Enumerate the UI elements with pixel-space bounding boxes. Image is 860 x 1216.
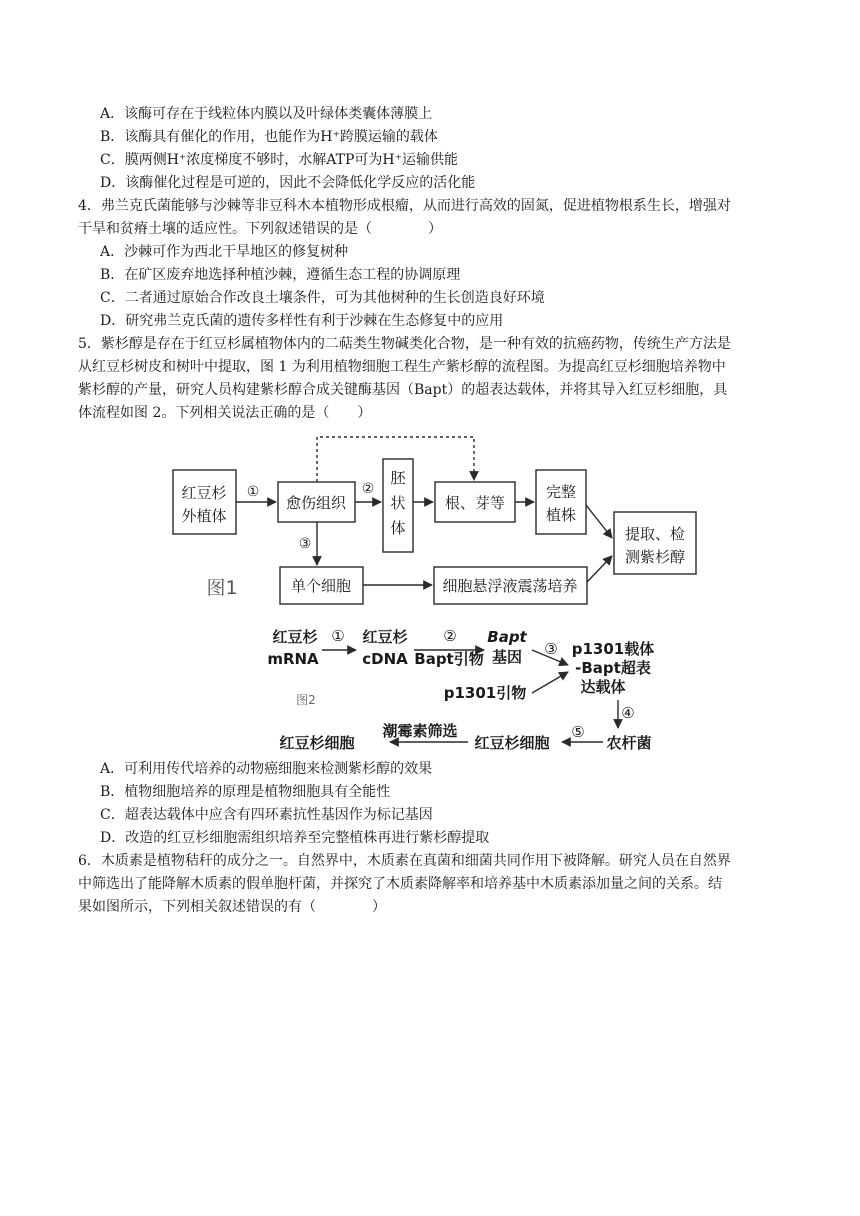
q5-stem-line-3: 紫杉醇的产量，研究人员构建紫杉醇合成关键酶基因（Bapt）的超表达载体，并将其导入红豆杉细胞，具 <box>78 382 728 398</box>
embryoid-label-3: 体 <box>390 519 406 537</box>
plant-label-1: 完整 <box>545 483 577 501</box>
agro-label: 农杆菌 <box>606 734 652 752</box>
embryoid-label-2: 状 <box>390 494 406 512</box>
fig2-step-4: ④ <box>621 704 635 722</box>
fig2-step-1: ① <box>331 627 345 645</box>
q5-stem-line-2: 从红豆杉树皮和树叶中提取，图 1 为利用植物细胞工程生产紫杉醇的流程图。为提高红豆杉细胞培养物中 <box>78 359 726 375</box>
screen-label: 潮霉素筛选 <box>382 722 458 740</box>
q3-option-c: C．膜两侧H⁺浓度梯度不够时，水解ATP可为H⁺运输供能 <box>100 152 459 168</box>
vector-label-3: 达载体 <box>580 678 626 696</box>
cdna-label-1: 红豆杉 <box>362 628 408 646</box>
fig2-step-2: ② <box>443 627 457 645</box>
q5-option-d: D．改造的红豆杉细胞需组织培养至完整植株再进行紫杉醇提取 <box>100 830 490 846</box>
q5-option-b: B．植物细胞培养的原理是植物细胞具有全能性 <box>100 784 391 800</box>
q4-option-a: A．沙棘可作为西北干旱地区的修复树种 <box>100 244 349 260</box>
cdna-label-2: cDNA <box>362 650 408 668</box>
bapt-primer-label: Bapt引物 <box>414 650 484 668</box>
bapt-gene-label-2: 基因 <box>491 648 523 666</box>
vector-label-2: -Bapt超表 <box>575 659 651 677</box>
fig1-step-3: ③ <box>298 536 312 552</box>
q5-stem-line-4: 体流程如图 2。下列相关说法正确的是（ ） <box>78 405 372 421</box>
q3-option-b: B．该酶具有催化的作用，也能作为H⁺跨膜运输的载体 <box>100 129 438 145</box>
root-bud-label: 根、芽等 <box>444 494 506 512</box>
extract-label-2: 测紫杉醇 <box>624 548 686 566</box>
q5-option-a: A．可利用传代培养的动物癌细胞来检测紫杉醇的效果 <box>100 761 433 777</box>
q3-option-a: A．该酶可存在于线粒体内膜以及叶绿体类囊体薄膜上 <box>100 106 433 122</box>
q6-stem-line-1: 6．木质素是植物秸秆的成分之一。自然界中，木质素在真菌和细菌共同作用下被降解。研究人员在自然界 <box>78 853 731 869</box>
mrna-label-2: mRNA <box>267 650 319 668</box>
q4-option-d: D．研究弗兰克氏菌的遗传多样性有利于沙棘在生态修复中的应用 <box>100 313 504 329</box>
extract-label-1: 提取、检 <box>624 525 686 543</box>
fig1-step-1: ① <box>246 484 260 500</box>
figure-1 <box>173 437 696 604</box>
fig1-step-2: ② <box>361 481 375 497</box>
suspension-label: 细胞悬浮液震荡培养 <box>442 577 578 595</box>
embryoid-label-1: 胚 <box>390 469 406 487</box>
explant-label-2: 外植体 <box>181 507 227 525</box>
cell2-label: 红豆杉细胞 <box>279 734 355 752</box>
q3-option-d: D．该酶催化过程是可逆的，因此不会降低化学反应的活化能 <box>100 175 476 191</box>
q5-option-c: C．超表达载体中应含有四环素抗性基因作为标记基因 <box>100 807 433 823</box>
fig2-step-3: ③ <box>544 640 558 658</box>
plant-label-2: 植株 <box>545 506 577 524</box>
q4-stem-line-1: 4．弗兰克氏菌能够与沙棘等非豆科木本植物形成根瘤，从而进行高效的固氮，促进植物根系生长，增强对 <box>78 198 731 214</box>
q6-stem-line-3: 果如图所示，下列相关叙述错误的有（ ） <box>78 899 386 915</box>
q6-stem-line-2: 中筛选出了能降解木质素的假单胞杆菌，并探究了木质素降解率和培养基中木质素添加量之间的关系。结 <box>78 876 722 892</box>
q5-stem-line-1: 5．紫杉醇是存在于红豆杉属植物体内的二萜类生物碱类化合物，是一种有效的抗癌药物，传统生产方法是 <box>78 336 731 352</box>
p1301-primer-label: p1301引物 <box>443 684 527 702</box>
fig1-caption: 图1 <box>206 577 238 599</box>
cell1-label: 红豆杉细胞 <box>474 734 550 752</box>
bapt-gene-label-1: Bapt <box>487 628 527 646</box>
single-cell-label: 单个细胞 <box>290 577 352 595</box>
q4-stem-line-2: 干旱和贫瘠土壤的适应性。下列叙述错误的是（ ） <box>78 221 442 237</box>
q4-option-b: B．在矿区废弃地选择种植沙棘，遵循生态工程的协调原理 <box>100 267 461 283</box>
callus-label: 愈伤组织 <box>285 494 347 512</box>
fig2-caption: 图2 <box>296 693 316 707</box>
q4-option-c: C．二者通过原始合作改良土壤条件，可为其他树种的生长创造良好环境 <box>100 290 545 306</box>
vector-label-1: p1301载体 <box>571 640 655 658</box>
fig2-step-5: ⑤ <box>571 723 585 741</box>
box-plant <box>536 470 586 534</box>
explant-label-1: 红豆杉 <box>181 484 227 502</box>
mrna-label-1: 红豆杉 <box>272 628 318 646</box>
